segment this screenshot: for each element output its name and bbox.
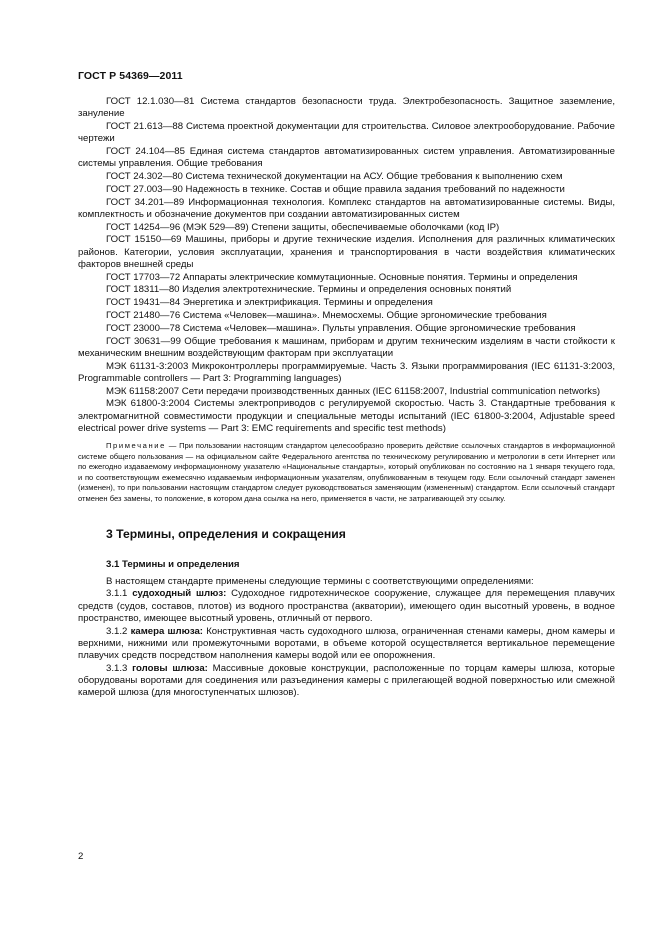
def-term: головы шлюза:: [132, 662, 208, 674]
document-header: ГОСТ Р 54369—2011: [78, 70, 183, 82]
def-term: камера шлюза:: [130, 625, 203, 637]
ref-item: ГОСТ 18311—80 Изделия электротехнические. Термины и определения основных понятий: [106, 284, 512, 296]
intro-paragraph: В настоящем стандарте применены следующие термины с соответствующими определениями:: [106, 575, 534, 587]
section-heading: 3 Термины, определения и сокращения: [106, 526, 346, 541]
ref-item: ГОСТ 30631—99 Общие требования к машинам, приборам и другим техническим изделиям в части стойкости к механическим внешним воздействующим факторам при эксплуатации: [78, 335, 615, 359]
ref-item: ГОСТ 24.104—85 Единая система стандартов автоматизированных систем управления. Автоматизированные системы управления. Общие требования: [78, 146, 615, 170]
note-paragraph: [78, 441, 615, 505]
document-body: [78, 96, 615, 700]
ref-item: ГОСТ 17703—72 Аппараты электрические коммутационные. Основные понятия. Термины и определения: [106, 271, 578, 283]
ref-item: МЭК 61131-3:2003 Микроконтроллеры программируемые. Часть 3. Языки программирования (IEC 61131-3:2003, Programmable controllers — Part 3: Programming languages): [78, 360, 615, 384]
ref-item: ГОСТ 24.302—80 Система технической документации на АСУ. Общие требования к выполнению схем: [106, 171, 563, 182]
def-text: Конструктивная часть судоходного шлюза, ограниченная стенами камеры, дном камеры и верхними, нижними или промежуточными воротами, в объеме которой осуществляется вертикальное перемещение плавучих средств посредством наполнения камеры водой или ее опорожнения.: [78, 625, 615, 661]
def-number: 3.1.1: [106, 588, 128, 600]
def-text: Массивные доковые конструкции, расположенные по торцам камеры шлюза, которые оборудованы воротами для соединения или разъединения камеры с прилегающей водной поверхностью или смежной камерой шлюза (для многоступенчатых шлюзов).: [78, 662, 615, 699]
ref-item: ГОСТ 14254—96 (МЭК 529—89) Степени защиты, обеспечиваемые оболочками (код IP): [106, 221, 500, 233]
ref-item: ГОСТ 34.201—89 Информационная технология. Комплекс стандартов на автоматизированные системы. Виды, комплектность и обозначение документов при создании автоматизированных систем: [78, 196, 615, 220]
definition-item: [78, 626, 615, 663]
ref-item: ГОСТ 19431—84 Энергетика и электрификация. Термины и определения: [106, 297, 433, 309]
ref-item: ГОСТ 12.1.030—81 Система стандартов безопасности труда. Электробезопасность. Защитное заземление, зануление: [78, 96, 615, 120]
ref-item: ГОСТ 15150—69 Машины, приборы и другие технические изделия. Исполнения для различных климатических районов. Категории, условия эксплуатации, хранения и транспортирования в части воздействия климатических факторов внешней среды: [78, 234, 615, 270]
note-label: Примечание: [106, 440, 166, 450]
subsection-heading: 3.1 Термины и определения: [106, 558, 240, 570]
ref-item: ГОСТ 21480—76 Система «Человек—машина». Мнемосхемы. Общие эргономические требования: [106, 309, 547, 321]
ref-item: ГОСТ 23000—78 Система «Человек—машина». Пульты управления. Общие эргономические требования: [106, 322, 576, 334]
def-text: Судоходное гидротехническое сооружение, служащее для перемещения плавучих средств (судов, составов, плотов) из водного пространства (акватории), имеющего один высотный уровень, в водное пространство, имеющее высотный уровень, отличный от первого.: [78, 588, 615, 624]
def-number: 3.1.3: [106, 662, 128, 674]
def-term: судоходный шлюз:: [132, 588, 227, 600]
ref-item: ГОСТ 21.613—88 Система проектной документации для строительства. Силовое электрооборудование. Рабочие чертежи: [78, 121, 615, 145]
def-number: 3.1.2: [106, 625, 128, 637]
ref-item: МЭК 61158:2007 Сети передачи производственных данных (IEC 61158:2007, Industrial communication networks): [106, 385, 601, 397]
page-number: 2: [78, 851, 84, 862]
ref-item: ГОСТ 27.003—90 Надежность в технике. Состав и общие правила задания требований по надежности: [106, 183, 565, 195]
definition-item: [78, 663, 615, 700]
definition-item: [78, 588, 615, 625]
note-text: — При пользовании настоящим стандартом целесообразно проверить действие ссылочных стандартов в информационной системе общего пользования — на официальном сайте Федерального агентства по техническому регулированию и метрологии в сети Интернет или по ежегодно издаваемому информационному указателю «Национальные стандарты», который опубликован по состоянию на 1 января текущего года, и по соответствующим ежемесячно издаваемым информационным указателям, опубликованным в текущем году. Если ссылочный стандарт заменен (изменен), то при пользовании настоящим стандартом следует руководствоваться заменяющим (измененным) стандартом. Если ссылочный стандарт отменен без замены, то положение, в котором дана ссылка на него, применяется в части, не затрагивающей эту ссылку.: [78, 440, 615, 503]
ref-item: МЭК 61800-3:2004 Системы электроприводов с регулируемой скоростью. Часть 3. Стандартные требования к электромагнитной совместимости продукции и специальные методы испытаний (IEC 61800-3:2004, Adjustable speed electrical power drive systems — Part 3: EMC requirements and specific test methods): [78, 398, 615, 434]
